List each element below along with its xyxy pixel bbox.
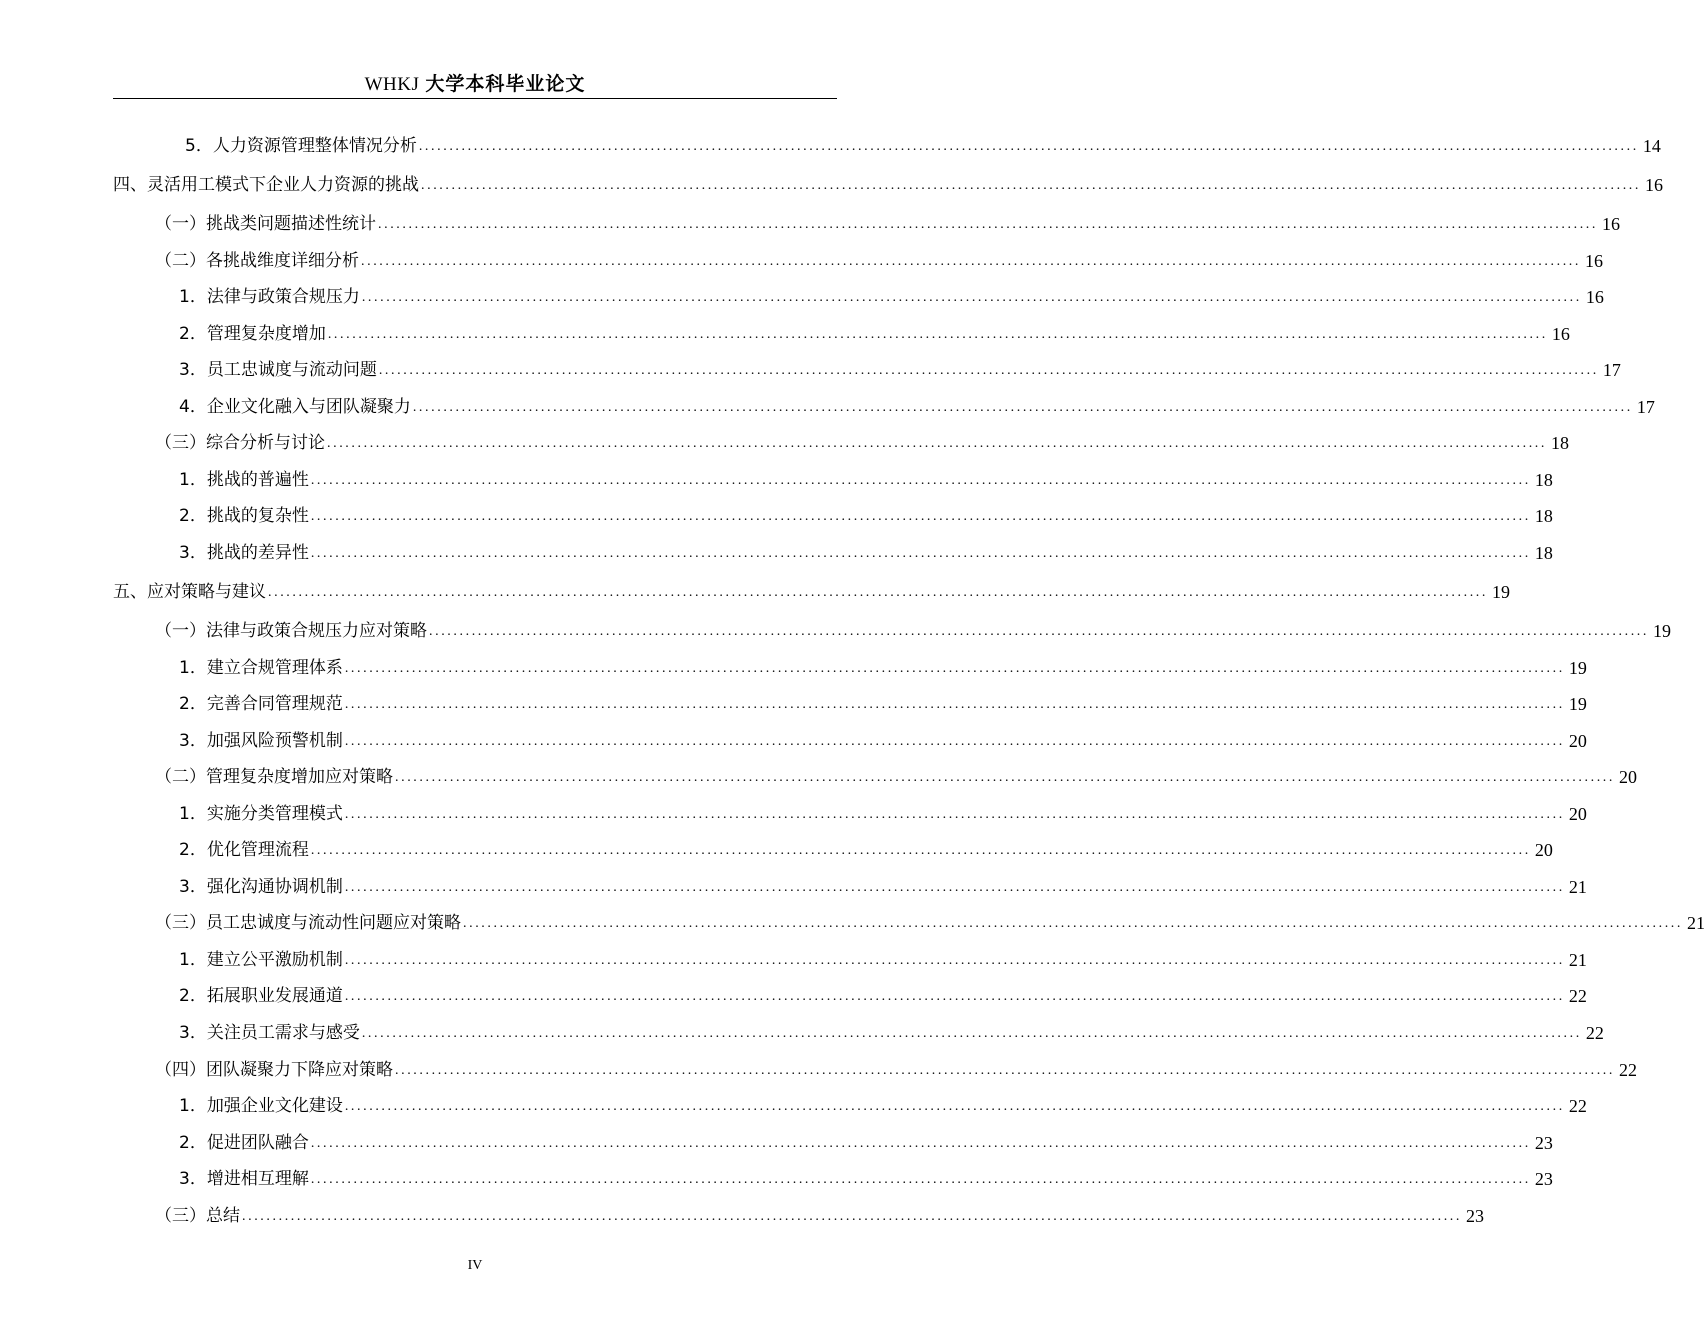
toc-entry-number: 3． <box>179 731 207 751</box>
toc-entry-page: 21 <box>1568 950 1587 970</box>
header-title: 大学本科毕业论文 <box>425 73 586 95</box>
toc-entry[interactable] <box>113 205 1620 235</box>
toc-entry-number: （二） <box>155 251 206 271</box>
dot-leader: ........................................................................................................................................................................................................ <box>418 139 1639 154</box>
toc-entry-page: 18 <box>1534 543 1553 563</box>
toc-entry-number: （三） <box>155 913 206 933</box>
toc-entry[interactable] <box>113 534 1553 564</box>
toc-entry-number: 1． <box>179 804 207 824</box>
page-header <box>113 68 837 100</box>
dot-leader: ........................................................................................................................................................................................................ <box>310 473 1531 488</box>
toc-entry-number: 1． <box>179 287 207 307</box>
toc-entry-title: 总结 <box>206 1206 240 1226</box>
toc-entry-number: 1． <box>179 658 207 678</box>
toc-entry-page: 20 <box>1619 767 1637 787</box>
dot-leader: ........................................................................................................................................................................................................ <box>310 1172 1531 1187</box>
toc-entry[interactable] <box>113 461 1553 491</box>
toc-entry-number: 2． <box>179 694 207 714</box>
toc-entry[interactable] <box>113 166 1663 196</box>
toc-entry-title: 建立公平激励机制 <box>206 950 343 970</box>
toc-entry-number: 3． <box>179 877 207 897</box>
dot-leader: ........................................................................................................................................................................................................ <box>310 546 1531 561</box>
dot-leader: ........................................................................................................................................................................................................ <box>344 734 1565 749</box>
dot-leader: ........................................................................................................................................................................................................ <box>344 807 1565 822</box>
toc-entry-number: 3． <box>179 1023 207 1043</box>
toc-entry-page: 22 <box>1568 986 1587 1006</box>
toc-entry-page: 16 <box>1602 214 1620 234</box>
toc-entry-page: 23 <box>1534 1133 1553 1153</box>
toc-entry[interactable] <box>113 424 1569 454</box>
toc-entry-page: 21 <box>1687 913 1705 933</box>
toc-entry-title: 应对策略与建议 <box>147 582 266 602</box>
toc-entry[interactable] <box>113 649 1587 679</box>
toc-entry-number: 1． <box>179 1096 207 1116</box>
toc-entry-page: 22 <box>1568 1096 1587 1116</box>
toc-entry-number: 2． <box>179 840 207 860</box>
dot-leader: ........................................................................................................................................................................................................ <box>310 843 1531 858</box>
dot-leader: ........................................................................................................................................................................................................ <box>361 254 1581 269</box>
dot-leader: ........................................................................................................................................................................................................ <box>378 363 1599 378</box>
toc-entry[interactable] <box>113 612 1671 642</box>
toc-entry-number: 1． <box>179 470 207 490</box>
toc-entry-page: 16 <box>1585 251 1603 271</box>
toc-entry-page: 16 <box>1645 175 1663 195</box>
toc-entry-number: 四、 <box>113 175 147 195</box>
toc-entry-title: 加强风险预警机制 <box>206 731 343 751</box>
toc-entry[interactable] <box>113 1124 1553 1154</box>
header-divider <box>113 98 837 99</box>
toc-entry-title: 加强企业文化建设 <box>206 1096 343 1116</box>
toc-entry[interactable] <box>113 1014 1604 1044</box>
toc-entry[interactable] <box>113 1160 1553 1190</box>
toc-entry-page: 19 <box>1492 582 1510 602</box>
toc-entry-title: 各挑战维度详细分析 <box>206 251 359 271</box>
toc-entry-page: 21 <box>1568 877 1587 897</box>
toc-entry[interactable] <box>113 758 1637 788</box>
page-number: IV <box>467 1258 483 1273</box>
toc-entry-page: 14 <box>1642 136 1661 156</box>
toc-entry-page: 23 <box>1466 1206 1484 1226</box>
toc-entry-number: （三） <box>155 433 206 453</box>
toc-entry-number: 3． <box>179 360 207 380</box>
toc-entry-page: 18 <box>1534 470 1553 490</box>
toc-entry-number: 2． <box>179 506 207 526</box>
toc-entry-title: 企业文化融入与团队凝聚力 <box>206 397 411 417</box>
toc-entry-title: 挑战的普遍性 <box>206 470 309 490</box>
toc-entry-page: 20 <box>1534 840 1553 860</box>
toc-entry-number: （二） <box>155 767 206 787</box>
toc-entry-number: 2． <box>179 324 207 344</box>
toc-entry-number: 2． <box>179 986 207 1006</box>
toc-entry[interactable] <box>113 977 1587 1007</box>
toc-entry[interactable] <box>113 795 1587 825</box>
toc-entry-page: 17 <box>1602 360 1621 380</box>
toc-entry-title: 团队凝聚力下降应对策略 <box>206 1060 393 1080</box>
toc-entry-page: 23 <box>1534 1169 1553 1189</box>
dot-leader: ........................................................................................................................................................................................................ <box>344 661 1565 676</box>
dot-leader: ........................................................................................................................................................................................................ <box>268 585 1488 600</box>
toc-entry-number: 5． <box>185 136 213 156</box>
toc-entry[interactable] <box>113 278 1604 308</box>
toc-entry-title: 员工忠诚度与流动性问题应对策略 <box>206 913 461 933</box>
toc-entry-title: 促进团队融合 <box>206 1133 309 1153</box>
toc-entry-title: 完善合同管理规范 <box>206 694 343 714</box>
toc-entry-title: 增进相互理解 <box>206 1169 309 1189</box>
toc-entry-title: 人力资源管理整体情况分析 <box>212 136 417 156</box>
dot-leader: ........................................................................................................................................................................................................ <box>378 217 1598 232</box>
toc-entry-title: 挑战的差异性 <box>206 543 309 563</box>
dot-leader: ........................................................................................................................................................................................................ <box>361 290 1582 305</box>
toc-entry[interactable] <box>113 573 1510 603</box>
dot-leader: ........................................................................................................................................................................................................ <box>395 770 1615 785</box>
toc-entry-page: 19 <box>1568 658 1587 678</box>
toc-entry-title: 强化沟通协调机制 <box>206 877 343 897</box>
toc-entry[interactable] <box>113 868 1587 898</box>
toc-entry-page: 22 <box>1619 1060 1637 1080</box>
dot-leader: ........................................................................................................................................................................................................ <box>310 1136 1531 1151</box>
toc-entry-number: （一） <box>155 214 206 234</box>
toc-entry-page: 18 <box>1534 506 1553 526</box>
toc-entry[interactable] <box>113 904 1705 934</box>
toc-entry[interactable] <box>113 685 1587 715</box>
toc-entry[interactable] <box>113 351 1621 381</box>
dot-leader: ........................................................................................................................................................................................................ <box>327 327 1548 342</box>
toc-entry-number: 2． <box>179 1133 207 1153</box>
toc-entry-title: 综合分析与讨论 <box>206 433 325 453</box>
dot-leader: ........................................................................................................................................................................................................ <box>412 400 1633 415</box>
toc-entry[interactable] <box>113 831 1553 861</box>
dot-leader: ........................................................................................................................................................................................................ <box>344 880 1565 895</box>
toc-entry-title: 优化管理流程 <box>206 840 309 860</box>
toc-entry-page: 18 <box>1551 433 1569 453</box>
toc-entry-number: 3． <box>179 1169 207 1189</box>
toc-entry[interactable] <box>113 1051 1637 1081</box>
dot-leader: ........................................................................................................................................................................................................ <box>310 509 1531 524</box>
dot-leader: ........................................................................................................................................................................................................ <box>344 697 1565 712</box>
toc-entry-page: 16 <box>1551 324 1570 344</box>
toc-entry-page: 16 <box>1585 287 1604 307</box>
dot-leader: ........................................................................................................................................................................................................ <box>242 1209 1462 1224</box>
toc-entry[interactable] <box>113 315 1570 345</box>
toc-entry-page: 19 <box>1653 621 1671 641</box>
dot-leader: ........................................................................................................................................................................................................ <box>361 1026 1582 1041</box>
toc-entry-number: 1． <box>179 950 207 970</box>
dot-leader: ........................................................................................................................................................................................................ <box>344 1099 1565 1114</box>
dot-leader: ........................................................................................................................................................................................................ <box>344 953 1565 968</box>
dot-leader: ........................................................................................................................................................................................................ <box>429 624 1649 639</box>
toc-entry-title: 员工忠诚度与流动问题 <box>206 360 377 380</box>
toc-entry-number: 4． <box>179 397 207 417</box>
toc-entry-title: 管理复杂度增加应对策略 <box>206 767 393 787</box>
toc-entry-title: 建立合规管理体系 <box>206 658 343 678</box>
toc-entry-title: 实施分类管理模式 <box>206 804 343 824</box>
dot-leader: ........................................................................................................................................................................................................ <box>327 436 1547 451</box>
toc-entry-title: 法律与政策合规压力 <box>206 287 360 307</box>
toc-entry-number: 3． <box>179 543 207 563</box>
toc-entry[interactable] <box>113 1087 1587 1117</box>
toc-entry-title: 挑战的复杂性 <box>206 506 309 526</box>
toc-entry-title: 关注员工需求与感受 <box>206 1023 360 1043</box>
toc-entry[interactable] <box>113 388 1655 418</box>
toc-entry-page: 20 <box>1568 804 1587 824</box>
toc-entry[interactable] <box>113 127 1661 157</box>
toc-entry-number: （一） <box>155 621 206 641</box>
toc-entry[interactable] <box>113 941 1587 971</box>
toc-entry-page: 19 <box>1568 694 1587 714</box>
toc-entry-title: 挑战类问题描述性统计 <box>206 214 376 234</box>
toc-entry[interactable] <box>113 1197 1484 1227</box>
header-school-code: WHKJ <box>364 74 420 95</box>
toc-entry-title: 灵活用工模式下企业人力资源的挑战 <box>147 175 419 195</box>
dot-leader: ........................................................................................................................................................................................................ <box>421 178 1641 193</box>
toc-entry-number: （四） <box>155 1060 206 1080</box>
toc-entry-number: 五、 <box>113 582 147 602</box>
toc-entry-title: 法律与政策合规压力应对策略 <box>206 621 427 641</box>
toc-entry-page: 20 <box>1568 731 1587 751</box>
toc-entry-title: 管理复杂度增加 <box>206 324 326 344</box>
dot-leader: ........................................................................................................................................................................................................ <box>395 1063 1615 1078</box>
toc-entry-page: 22 <box>1585 1023 1604 1043</box>
toc-entry-page: 17 <box>1636 397 1655 417</box>
toc-entry[interactable] <box>113 242 1603 272</box>
toc-entry-title: 拓展职业发展通道 <box>206 986 343 1006</box>
toc-entry-number: （三） <box>155 1206 206 1226</box>
toc-entry[interactable] <box>113 497 1553 527</box>
toc-entry[interactable] <box>113 722 1587 752</box>
dot-leader: ........................................................................................................................................................................................................ <box>344 989 1565 1004</box>
dot-leader: ........................................................................................................................................................................................................ <box>463 916 1683 931</box>
